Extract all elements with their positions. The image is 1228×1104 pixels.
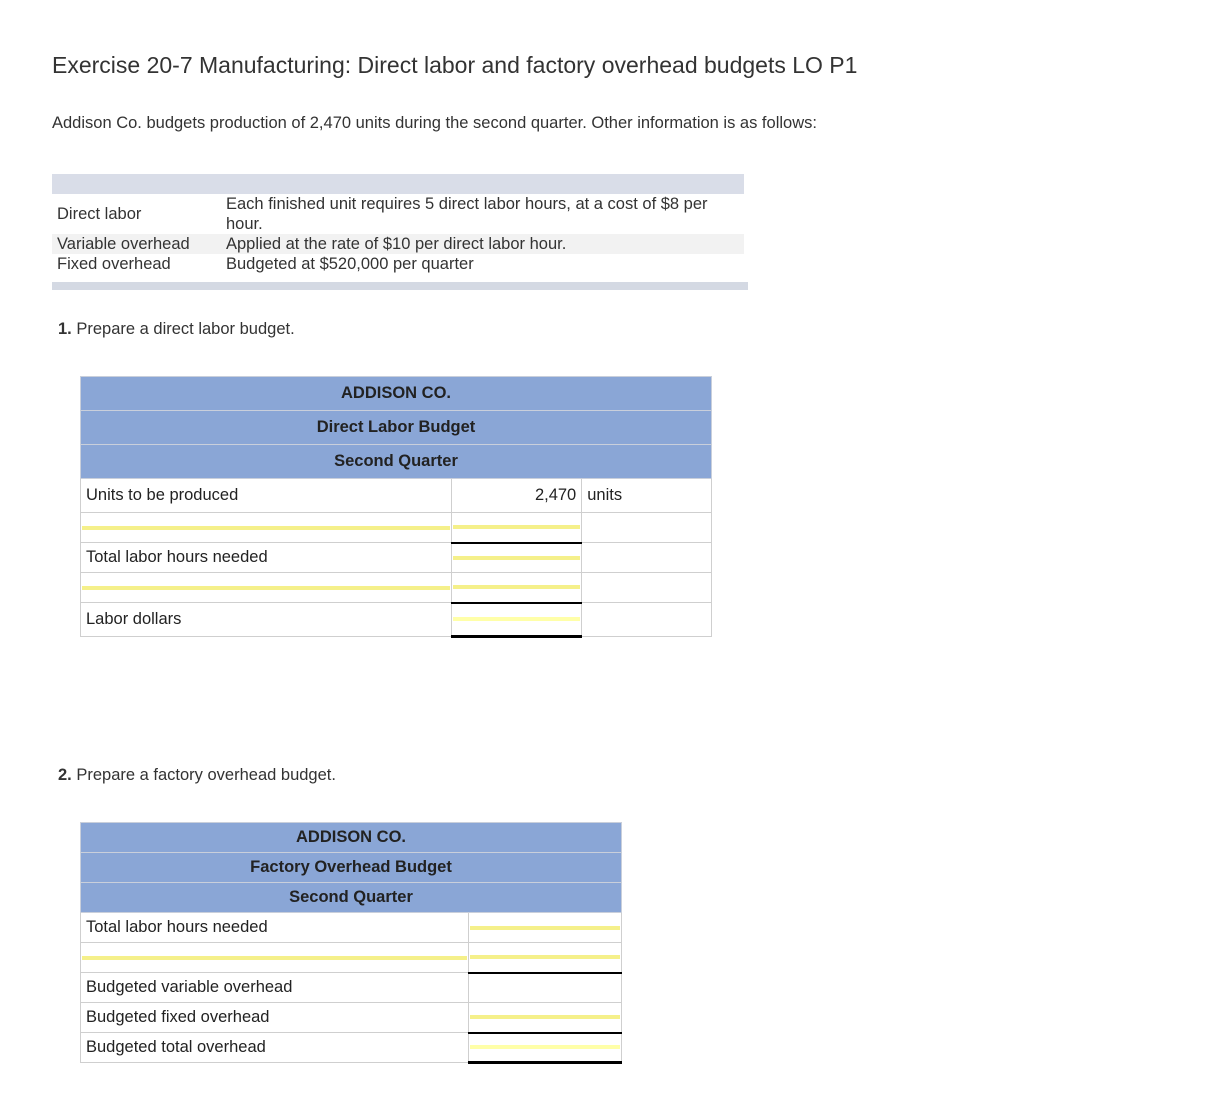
table-row	[81, 973, 622, 1003]
budget-period: Second Quarter	[81, 883, 622, 913]
table-row	[81, 603, 712, 637]
empty-cell	[582, 543, 712, 573]
question-2	[58, 766, 336, 785]
info-label: Direct labor	[57, 205, 142, 223]
label-input-cell	[81, 513, 452, 543]
info-row-direct-labor	[52, 194, 744, 234]
info-row-fixed-overhead	[52, 254, 744, 274]
label-input-cell	[81, 573, 452, 603]
value-input-cell	[452, 543, 582, 573]
table-row	[81, 1003, 622, 1033]
info-value: Each finished unit requires 5 direct labor hours, at a cost of $8 per hour.	[226, 195, 708, 233]
table-row	[81, 943, 622, 973]
hours-per-unit-input[interactable]	[453, 525, 580, 529]
table-row	[81, 573, 712, 603]
labor-dollars-label: Labor dollars	[81, 603, 452, 637]
total-hours-input[interactable]	[453, 556, 580, 560]
value-input-cell	[469, 1033, 622, 1063]
info-row-variable-overhead	[52, 234, 744, 254]
table-row	[81, 513, 712, 543]
question-number: 2.	[58, 766, 72, 784]
labor-dollars-input[interactable]	[453, 617, 580, 621]
company-name: ADDISON CO.	[81, 377, 712, 411]
info-table-header	[52, 174, 744, 194]
factory-overhead-budget-table	[80, 822, 622, 1064]
question-text: Prepare a factory overhead budget.	[76, 766, 336, 784]
table-row	[81, 913, 622, 943]
table-row	[81, 479, 712, 513]
info-table-footer	[52, 282, 748, 290]
total-overhead-label: Budgeted total overhead	[81, 1033, 469, 1063]
table-row	[81, 1033, 622, 1063]
budget-name: Factory Overhead Budget	[81, 853, 622, 883]
fixed-overhead-input[interactable]	[470, 1015, 620, 1019]
empty-cell	[582, 573, 712, 603]
variable-overhead-label: Budgeted variable overhead	[81, 973, 469, 1003]
label-input[interactable]	[82, 956, 467, 960]
fixed-overhead-label: Budgeted fixed overhead	[81, 1003, 469, 1033]
total-hours-label: Total labor hours needed	[81, 913, 469, 943]
empty-cell	[582, 513, 712, 543]
label-input[interactable]	[82, 526, 450, 530]
variable-overhead-value	[469, 973, 622, 1003]
table-row	[81, 543, 712, 573]
direct-labor-budget-table	[80, 376, 712, 638]
total-hours-label: Total labor hours needed	[81, 543, 452, 573]
budget-period: Second Quarter	[81, 445, 712, 479]
total-hours-input[interactable]	[470, 926, 620, 930]
info-label: Fixed overhead	[57, 255, 171, 273]
budget-name: Direct Labor Budget	[81, 411, 712, 445]
units-unit: units	[582, 479, 712, 513]
company-name: ADDISON CO.	[81, 823, 622, 853]
label-input[interactable]	[82, 586, 450, 590]
page-title: Exercise 20-7 Manufacturing: Direct labor and factory overhead budgets LO P1	[52, 52, 858, 78]
info-label: Variable overhead	[57, 235, 190, 253]
units-value: 2,470	[452, 479, 582, 513]
empty-cell	[582, 603, 712, 637]
value-input-cell	[469, 913, 622, 943]
value-input-cell	[452, 603, 582, 637]
value-input-cell	[452, 573, 582, 603]
variable-rate-input[interactable]	[470, 955, 620, 959]
info-table	[52, 174, 744, 274]
total-overhead-input[interactable]	[470, 1045, 620, 1049]
question-number: 1.	[58, 320, 72, 338]
info-value: Applied at the rate of $10 per direct labor hour.	[226, 235, 567, 253]
question-text: Prepare a direct labor budget.	[76, 320, 295, 338]
rate-per-hour-input[interactable]	[453, 585, 580, 589]
question-1	[58, 320, 295, 339]
value-input-cell	[469, 1003, 622, 1033]
info-value: Budgeted at $520,000 per quarter	[226, 255, 474, 273]
units-label: Units to be produced	[81, 479, 452, 513]
intro-text: Addison Co. budgets production of 2,470 units during the second quarter. Other information is as follows:	[52, 114, 817, 132]
value-input-cell	[469, 943, 622, 973]
value-input-cell	[452, 513, 582, 543]
label-input-cell	[81, 943, 469, 973]
